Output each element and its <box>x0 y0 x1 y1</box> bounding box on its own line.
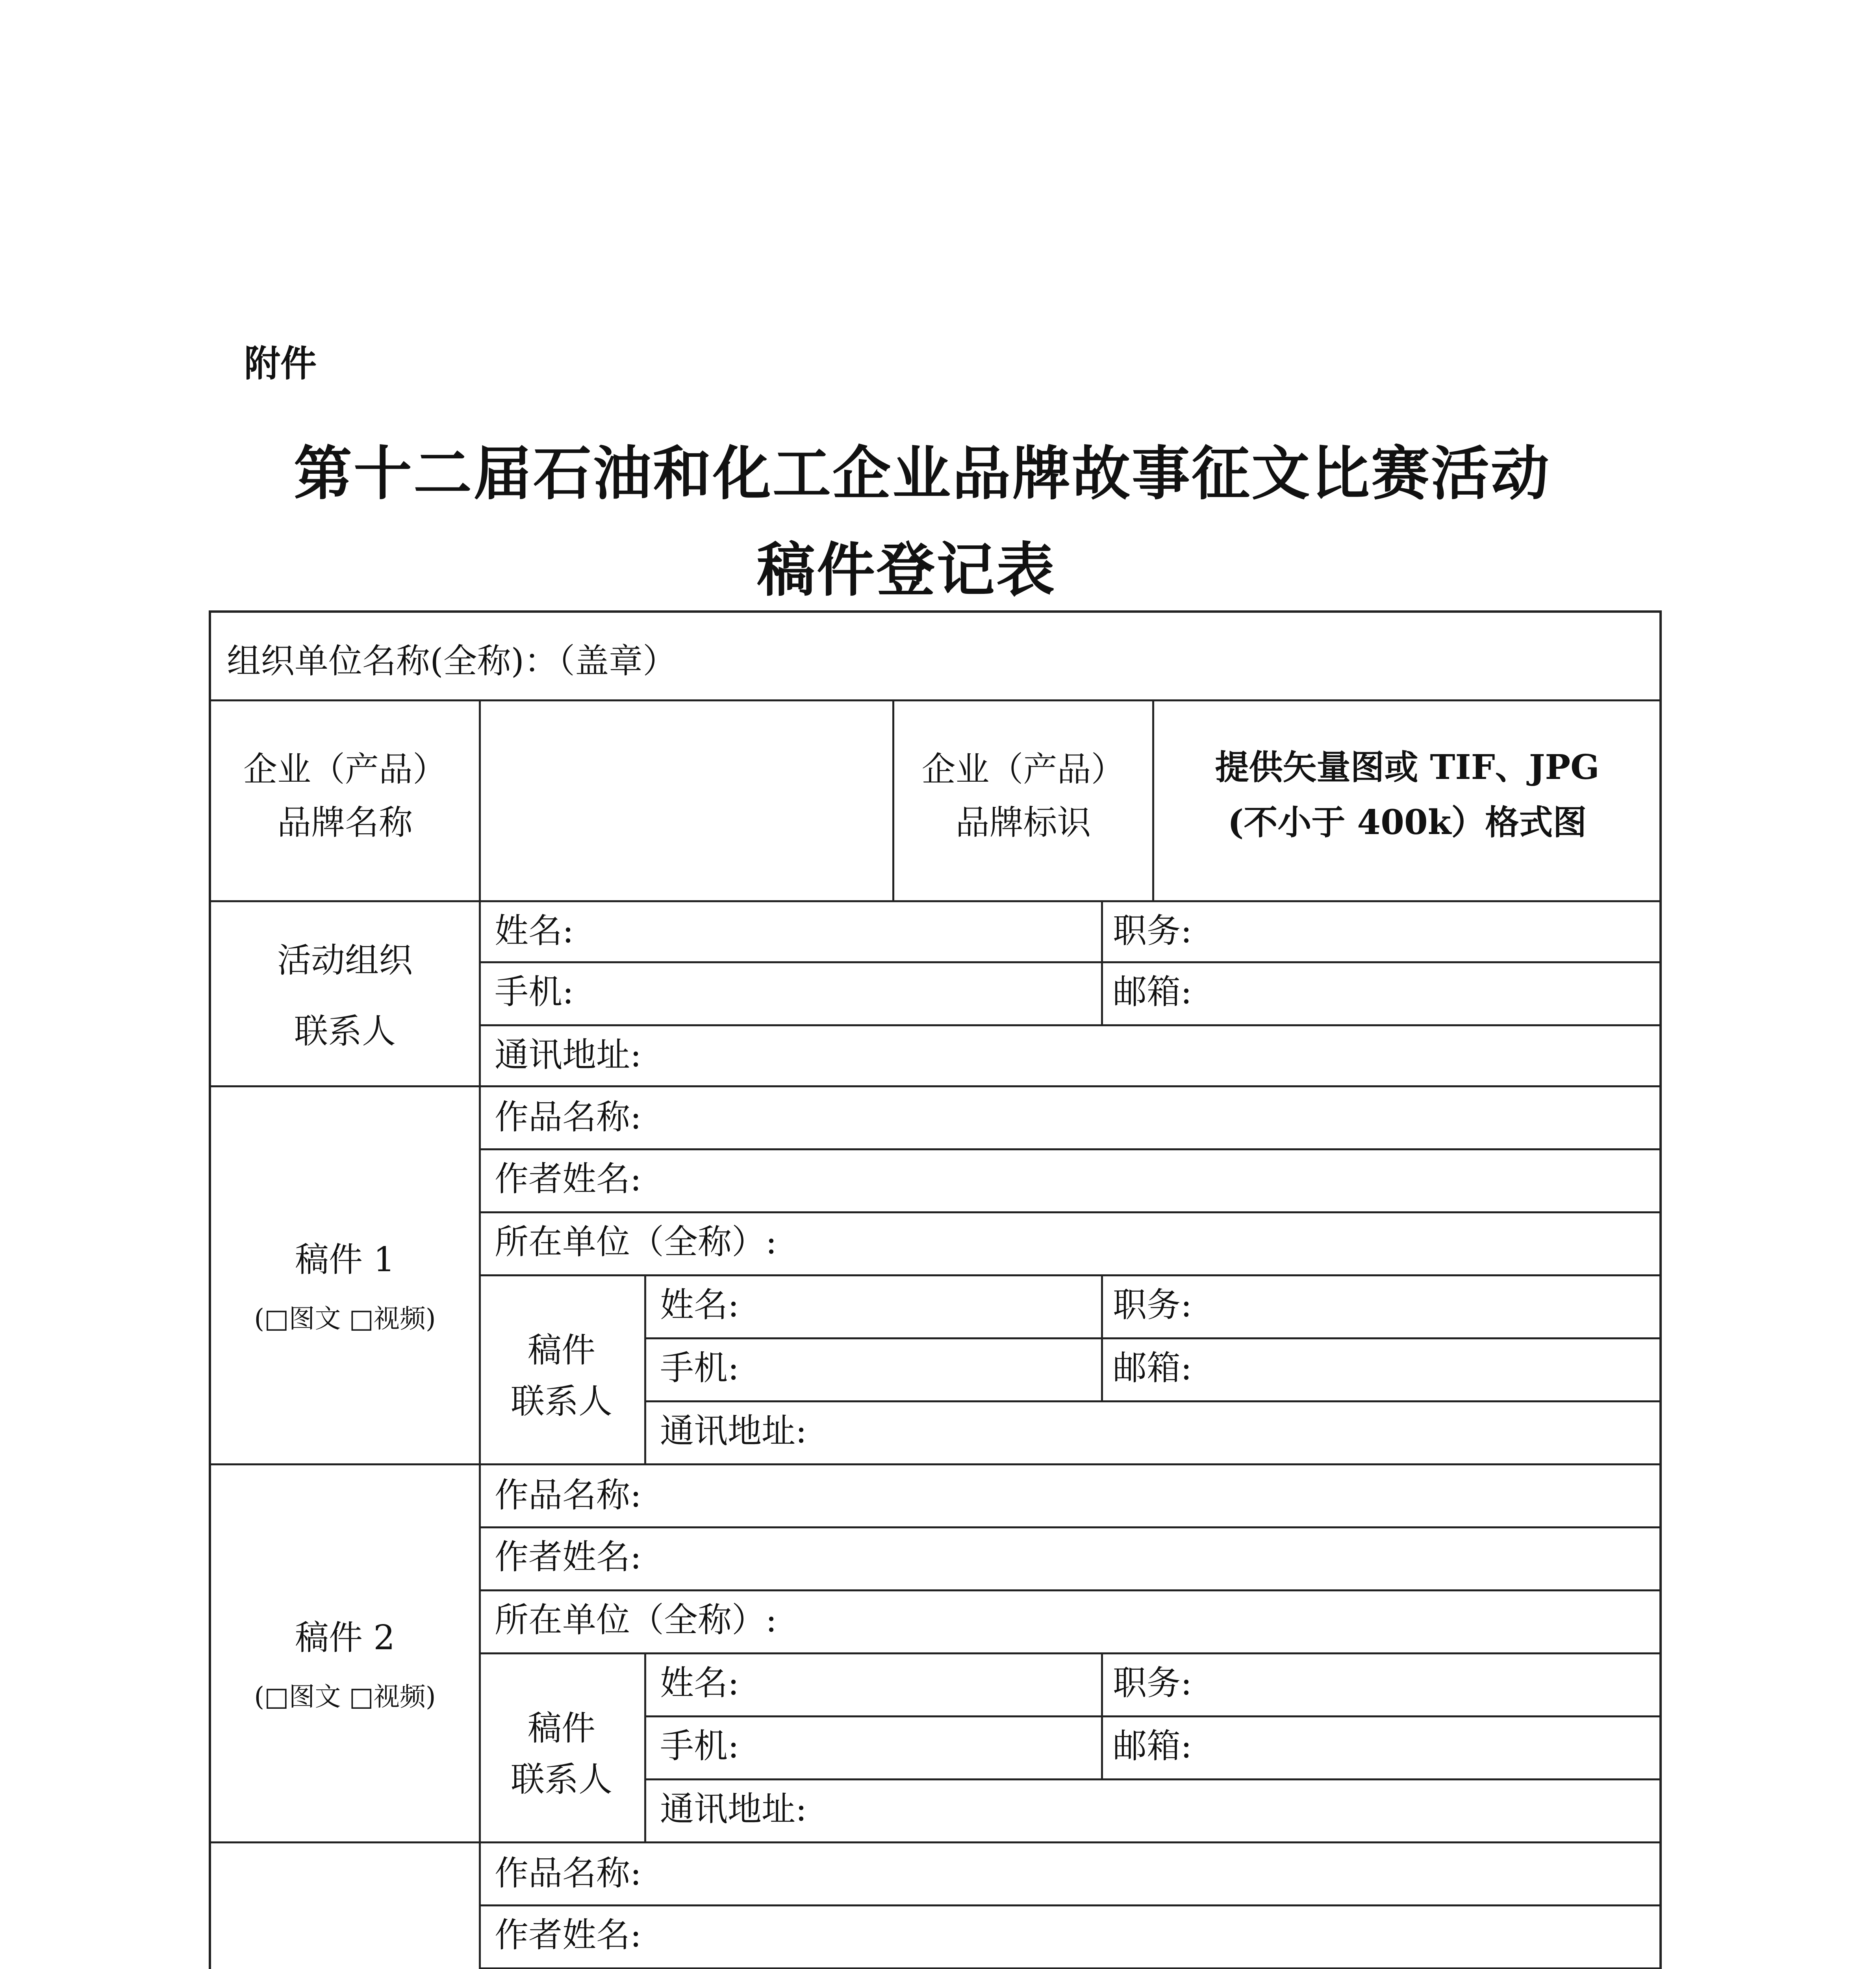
divider <box>479 1024 1660 1026</box>
org-name-label: 组织单位名称(全称)：（盖章） <box>227 642 677 681</box>
contact-phone-field[interactable]: 手机: <box>660 1726 739 1766</box>
contact-name-field[interactable]: 姓名: <box>495 911 574 951</box>
contact-email-field[interactable]: 邮箱: <box>1113 1348 1192 1388</box>
contact-email-field[interactable]: 邮箱: <box>1113 1726 1192 1766</box>
divider <box>479 900 481 1969</box>
unit-name-field[interactable]: 所在单位（全称）: <box>495 1222 777 1262</box>
divider <box>644 1400 1660 1402</box>
contact-position-field[interactable]: 职务: <box>1113 911 1192 951</box>
brand-logo-label: 品牌标识 <box>955 803 1091 842</box>
divider <box>479 1526 1660 1528</box>
manuscript-contact-label: 联系人 <box>511 1760 612 1799</box>
divider <box>1152 699 1154 900</box>
manuscript-type-options[interactable]: (□图文 □视频) <box>254 1303 436 1334</box>
divider <box>644 1778 1660 1780</box>
activity-contact-label: 活动组织 <box>277 941 413 980</box>
brand-name-label: 企业（产品） <box>243 750 447 789</box>
divider <box>479 1148 1660 1150</box>
manuscript-contact-label: 稿件 <box>528 1331 595 1370</box>
divider <box>479 699 481 900</box>
activity-contact-label: 联系人 <box>294 1012 396 1051</box>
divider <box>211 1463 1660 1465</box>
divider <box>211 1085 1660 1087</box>
attachment-label: 附件 <box>244 343 317 385</box>
manuscript-title: 稿件 1 <box>295 1240 395 1279</box>
document-subtitle: 稿件登记表 <box>757 536 1056 604</box>
divider <box>479 1967 1660 1969</box>
brand-name-label: 品牌名称 <box>277 803 413 842</box>
contact-name-field[interactable]: 姓名: <box>660 1663 739 1703</box>
brand-name-field[interactable] <box>483 703 890 898</box>
manuscript-contact-label: 联系人 <box>511 1382 612 1421</box>
contact-position-field[interactable]: 职务: <box>1113 1663 1192 1703</box>
registration-form <box>209 610 1662 1969</box>
contact-phone-field[interactable]: 手机: <box>660 1348 739 1388</box>
brand-logo-label: 企业（产品） <box>921 750 1125 789</box>
contact-address-field[interactable]: 通讯地址: <box>660 1789 807 1829</box>
divider <box>479 1211 1660 1213</box>
contact-position-field[interactable]: 职务: <box>1113 1285 1192 1325</box>
work-name-field[interactable]: 作品名称: <box>495 1098 641 1137</box>
divider <box>211 699 1660 701</box>
work-name-field[interactable]: 作品名称: <box>495 1476 641 1515</box>
divider <box>479 1274 1660 1276</box>
divider <box>479 1904 1660 1906</box>
divider <box>479 961 1660 963</box>
divider <box>644 1274 646 1463</box>
divider <box>644 1715 1660 1717</box>
document-title: 第十二届石油和化工企业品牌故事征文比赛活动 <box>294 439 1551 508</box>
divider <box>644 1337 1660 1339</box>
contact-phone-field[interactable]: 手机: <box>495 972 574 1012</box>
contact-address-field[interactable]: 通讯地址: <box>495 1035 641 1075</box>
divider <box>211 900 1660 902</box>
manuscript-contact-label: 稿件 <box>528 1709 595 1748</box>
manuscript-type-options[interactable]: (□图文 □视频) <box>254 1682 436 1712</box>
contact-email-field[interactable]: 邮箱: <box>1113 972 1192 1012</box>
author-name-field[interactable]: 作者姓名: <box>495 1915 641 1955</box>
divider <box>644 1652 646 1841</box>
divider <box>479 1589 1660 1591</box>
contact-address-field[interactable]: 通讯地址: <box>660 1411 807 1451</box>
logo-format-note: (不小于 400k）格式图 <box>1227 803 1587 842</box>
unit-name-field[interactable]: 所在单位（全称）: <box>495 1600 777 1640</box>
manuscript-title: 稿件 2 <box>295 1618 395 1658</box>
logo-format-note: 提供矢量图或 TIF、JPG <box>1215 747 1600 787</box>
divider <box>892 699 894 900</box>
contact-name-field[interactable]: 姓名: <box>660 1285 739 1325</box>
author-name-field[interactable]: 作者姓名: <box>495 1159 641 1199</box>
divider <box>479 1652 1660 1654</box>
divider <box>211 1841 1660 1843</box>
author-name-field[interactable]: 作者姓名: <box>495 1537 641 1577</box>
work-name-field[interactable]: 作品名称: <box>495 1854 641 1893</box>
